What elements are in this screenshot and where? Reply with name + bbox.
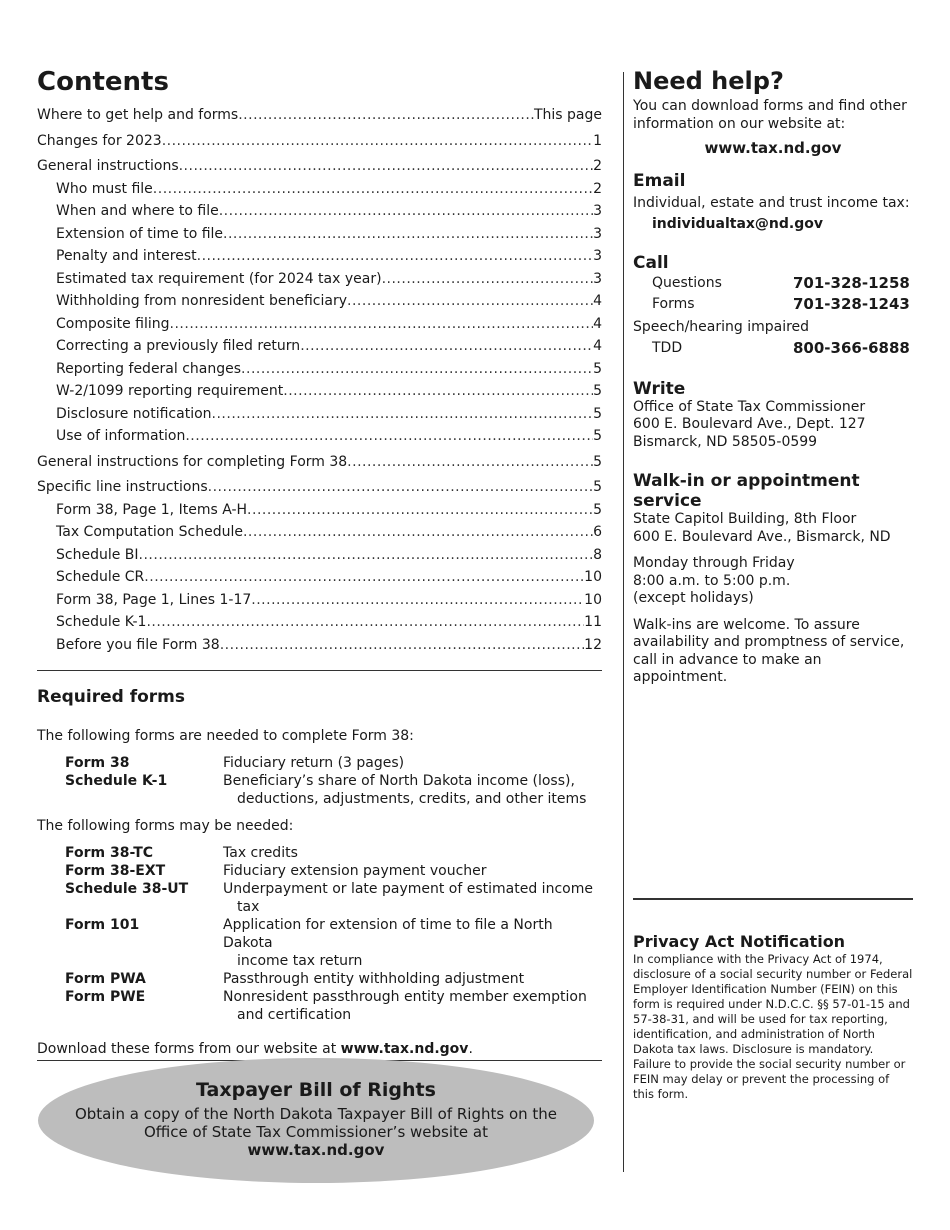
- toc-entry-page: 2: [593, 180, 602, 197]
- toc-entry-page: 4: [593, 338, 602, 354]
- toc-entry-page: 5: [593, 479, 602, 495]
- toc-entry[interactable]: [37, 566, 602, 589]
- email-description: Individual, estate and trust income tax:: [633, 195, 910, 211]
- form-description: [223, 970, 602, 988]
- contents-title: Contents: [37, 67, 169, 97]
- phone-number[interactable]: 800-366-6888: [793, 338, 910, 357]
- call-row-forms: [633, 294, 913, 315]
- toc-entry-label: Reporting federal changes: [56, 360, 242, 377]
- form-row: [65, 988, 602, 1024]
- email-heading: Email: [633, 171, 686, 191]
- toc-entry-page: 3: [593, 248, 602, 264]
- toc-leader-dots: [212, 403, 594, 426]
- toc-entry-page: 5: [593, 405, 602, 422]
- toc-entry[interactable]: [37, 245, 602, 268]
- write-address-line: Office of State Tax Commissioner: [633, 398, 866, 415]
- section-divider: [37, 670, 602, 671]
- form-description: [223, 862, 602, 880]
- toc-entry-label: Composite filing: [56, 315, 170, 332]
- toc-leader-dots: [251, 589, 584, 612]
- form-description: [223, 988, 602, 1024]
- form-row: [65, 880, 602, 916]
- privacy-notice: [633, 932, 913, 1102]
- toc-entry-label: Schedule K-1: [56, 614, 147, 630]
- form-description-line: and certification: [237, 1007, 352, 1023]
- toc-entry-page: 1: [593, 132, 602, 149]
- toc-leader-dots: [208, 476, 593, 499]
- toc-entry-label: Specific line instructions: [37, 479, 208, 495]
- toc-entry[interactable]: [37, 611, 602, 634]
- help-intro: You can download forms and find other information on our website at:: [633, 98, 907, 132]
- toc-entry[interactable]: [37, 521, 602, 544]
- toc-entry[interactable]: [37, 290, 602, 313]
- toc-entry-page: 4: [593, 315, 602, 332]
- toc-leader-dots: [382, 268, 594, 291]
- toc-entry[interactable]: [37, 476, 602, 499]
- form-description-line: tax: [237, 899, 260, 915]
- write-address-line: Bismarck, ND 58505-0599: [633, 433, 818, 450]
- toc-leader-dots: [347, 290, 593, 313]
- form-description-line: Nonresident passthrough entity member exemption: [223, 989, 587, 1005]
- toc-entry-page: 8: [593, 546, 602, 563]
- toc-leader-dots: [153, 178, 593, 201]
- toc-entry[interactable]: [37, 130, 602, 153]
- toc-entry[interactable]: [37, 155, 602, 178]
- toc-entry-label: Disclosure notification: [56, 405, 212, 422]
- toc-entry[interactable]: [37, 634, 602, 657]
- write-address-line: 600 E. Boulevard Ave., Dept. 127: [633, 416, 866, 432]
- form-description-line: income tax return: [237, 953, 363, 969]
- call-row-questions: [633, 273, 913, 294]
- toc-entry-label: General instructions: [37, 158, 179, 174]
- phone-number[interactable]: 701-328-1258: [793, 273, 910, 292]
- column-divider: [623, 72, 624, 1172]
- toc-entry[interactable]: [37, 268, 602, 291]
- form-name: Form 38-TC: [65, 845, 154, 861]
- walkin-address-line: 600 E. Boulevard Ave., Bismarck, ND: [633, 528, 891, 545]
- toc-entry-page: 11: [584, 614, 602, 630]
- call-label: Questions: [652, 274, 722, 291]
- hours-line: Monday through Friday: [633, 555, 795, 571]
- toc-leader-dots: [241, 358, 593, 381]
- toc-entry[interactable]: [37, 451, 602, 474]
- toc-entry-page: 2: [593, 158, 602, 174]
- form-description-line: Passthrough entity withholding adjustment: [223, 971, 525, 987]
- toc-entry-page: 3: [593, 203, 602, 219]
- toc-entry[interactable]: [37, 499, 602, 522]
- form-name: Form PWA: [65, 971, 146, 987]
- form-row: [65, 970, 602, 988]
- phone-number[interactable]: 701-328-1243: [793, 294, 910, 313]
- form-description-line: Fiduciary return (3 pages): [223, 755, 405, 771]
- form-description: [223, 916, 602, 970]
- form-row: [65, 772, 602, 808]
- bill-of-rights-title: Taxpayer Bill of Rights: [196, 1079, 436, 1101]
- call-label: Forms: [652, 295, 695, 312]
- privacy-divider: [633, 898, 913, 900]
- toc-entry-label: Use of information: [56, 428, 186, 444]
- toc-entry-page: This page: [533, 107, 602, 123]
- toc-entry[interactable]: [37, 313, 602, 336]
- toc-leader-dots: [247, 499, 593, 522]
- toc-leader-dots: [170, 313, 594, 336]
- toc-entry-label: Correcting a previously filed return: [56, 338, 301, 354]
- form-name: Form PWE: [65, 989, 146, 1005]
- toc-entry[interactable]: [37, 589, 602, 612]
- walkin-heading: Walk-in or appointment service: [633, 471, 860, 511]
- privacy-title: Privacy Act Notification: [633, 932, 846, 951]
- form-description-line: Underpayment or late payment of estimated income: [223, 881, 593, 897]
- hours-line: 8:00 a.m. to 5:00 p.m.: [633, 572, 791, 589]
- form-row: [65, 916, 602, 970]
- toc-entry[interactable]: [37, 425, 602, 448]
- toc-leader-dots: [223, 223, 593, 246]
- toc-leader-dots: [283, 380, 593, 403]
- form-name: Form 38-EXT: [65, 863, 166, 879]
- toc-leader-dots: [347, 451, 593, 474]
- toc-entry-page: 6: [593, 524, 602, 540]
- download-period: .: [468, 1041, 473, 1057]
- toc-entry[interactable]: [37, 104, 602, 127]
- download-forms-note: [37, 1040, 602, 1058]
- toc-entry-label: Tax Computation Schedule: [56, 524, 243, 540]
- speech-impaired-label: Speech/hearing impaired: [633, 318, 810, 335]
- toc-leader-dots: [144, 566, 584, 589]
- call-heading: Call: [633, 252, 669, 273]
- toc-leader-dots: [146, 611, 584, 634]
- toc-entry-label: General instructions for completing Form 38: [37, 453, 348, 470]
- toc-entry-label: Changes for 2023: [37, 132, 162, 149]
- toc-entry-label: When and where to file: [56, 203, 219, 219]
- toc-entry-label: Schedule BI: [56, 546, 139, 563]
- form-description-line: Tax credits: [223, 845, 298, 861]
- toc-entry-label: Penalty and interest: [56, 248, 197, 264]
- write-heading: Write: [633, 378, 686, 399]
- toc-entry-page: 5: [593, 428, 602, 444]
- toc-entry[interactable]: [37, 358, 602, 381]
- toc-entry[interactable]: [37, 200, 602, 223]
- form-row: [65, 862, 602, 880]
- toc-entry-label: Where to get help and forms: [37, 107, 239, 123]
- form-row: [65, 844, 602, 862]
- toc-entry-label: Who must file: [56, 180, 153, 197]
- call-label: TDD: [652, 339, 683, 356]
- toc-leader-dots: [243, 521, 593, 544]
- table-of-contents: [37, 104, 602, 656]
- toc-entry[interactable]: [37, 223, 602, 246]
- toc-entry-page: 3: [593, 270, 602, 287]
- form-description: [223, 754, 602, 772]
- toc-leader-dots: [300, 335, 593, 358]
- form-name: Schedule K-1: [65, 773, 168, 789]
- toc-entry-label: Extension of time to file: [56, 225, 224, 242]
- taxpayer-bill-of-rights-banner: [38, 1058, 594, 1183]
- form-name: Schedule 38-UT: [65, 881, 189, 897]
- toc-entry-label: Form 38, Page 1, Items A-H: [56, 501, 248, 518]
- toc-entry[interactable]: [37, 335, 602, 358]
- toc-entry-label: W-2/1099 reporting requirement: [56, 383, 284, 399]
- download-text: Download these forms from our website at: [37, 1041, 341, 1057]
- form-description: [223, 844, 602, 862]
- walkin-address-line: State Capitol Building, 8th Floor: [633, 511, 857, 527]
- needed-forms-intro: The following forms are needed to complete Form 38:: [37, 728, 414, 744]
- maybe-forms-intro: The following forms may be needed:: [37, 818, 294, 834]
- download-url[interactable]: www.tax.nd.gov: [340, 1041, 469, 1057]
- toc-entry-page: 5: [593, 453, 602, 470]
- toc-entry[interactable]: [37, 544, 602, 567]
- left-column: [37, 66, 602, 1061]
- need-help-title: Need help?: [633, 67, 784, 95]
- toc-entry-page: 5: [593, 383, 602, 399]
- toc-entry-label: Schedule CR: [56, 569, 145, 585]
- toc-leader-dots: [238, 104, 534, 127]
- right-column: [633, 66, 913, 687]
- form-description-line: deductions, adjustments, credits, and other items: [237, 791, 587, 807]
- toc-leader-dots: [185, 425, 593, 448]
- email-address[interactable]: individualtax@nd.gov: [652, 215, 823, 232]
- toc-entry-page: 5: [593, 501, 602, 518]
- toc-entry-label: Form 38, Page 1, Lines 1-17: [56, 591, 252, 608]
- toc-entry-label: Estimated tax requirement (for 2024 tax year): [56, 270, 382, 287]
- toc-entry-label: Before you file Form 38: [56, 636, 220, 653]
- toc-leader-dots: [219, 200, 593, 223]
- toc-entry-page: 10: [584, 569, 602, 585]
- walkin-note: Walk-ins are welcome. To assure availability and promptness of service, call in advance to make an appointment.: [633, 616, 905, 685]
- hours-line: (except holidays): [633, 590, 754, 606]
- toc-entry-page: 4: [593, 293, 602, 309]
- toc-leader-dots: [197, 245, 593, 268]
- form-description: [223, 880, 602, 916]
- toc-leader-dots: [220, 634, 584, 657]
- toc-entry[interactable]: [37, 178, 602, 201]
- toc-leader-dots: [162, 130, 593, 153]
- toc-leader-dots: [179, 155, 593, 178]
- form-description-line: Application for extension of time to file a North Dakota: [223, 917, 553, 951]
- toc-entry-page: 12: [584, 636, 602, 653]
- required-forms-title: Required forms: [37, 687, 186, 707]
- call-row-tdd: [633, 338, 913, 359]
- needed-forms-list: [65, 754, 602, 808]
- toc-entry[interactable]: [37, 380, 602, 403]
- toc-entry-label: Withholding from nonresident beneficiary: [56, 293, 348, 309]
- form-name: Form 101: [65, 917, 140, 933]
- bill-of-rights-url[interactable]: www.tax.nd.gov: [247, 1141, 385, 1159]
- form-description-line: Fiduciary extension payment voucher: [223, 863, 487, 879]
- help-website[interactable]: www.tax.nd.gov: [704, 139, 842, 157]
- toc-leader-dots: [139, 544, 594, 567]
- maybe-forms-list: [65, 844, 602, 1024]
- toc-entry-page: 5: [593, 360, 602, 377]
- bill-of-rights-text: Obtain a copy of the North Dakota Taxpayer Bill of Rights on the Office of State Tax Commissioner’s website at: [74, 1105, 558, 1141]
- form-description-line: Beneficiary’s share of North Dakota income (loss),: [223, 773, 575, 789]
- form-description: [223, 772, 602, 808]
- form-name: Form 38: [65, 755, 130, 771]
- form-row: [65, 754, 602, 772]
- toc-entry-page: 10: [584, 591, 602, 608]
- toc-entry-page: 3: [593, 225, 602, 242]
- toc-entry[interactable]: [37, 403, 602, 426]
- privacy-text: In compliance with the Privacy Act of 1974, disclosure of a social security number or Federal Employer Identification Number (FEIN) on this form is required under N.D.C.C. §§ 57-01-15 and 57-38-31, and will be used for tax reporting, identification, and administration of North Dakota tax laws. Disclosure is mandatory. Failure to provide the social security number or FEIN may delay or prevent the processing of this form.: [633, 952, 913, 1101]
